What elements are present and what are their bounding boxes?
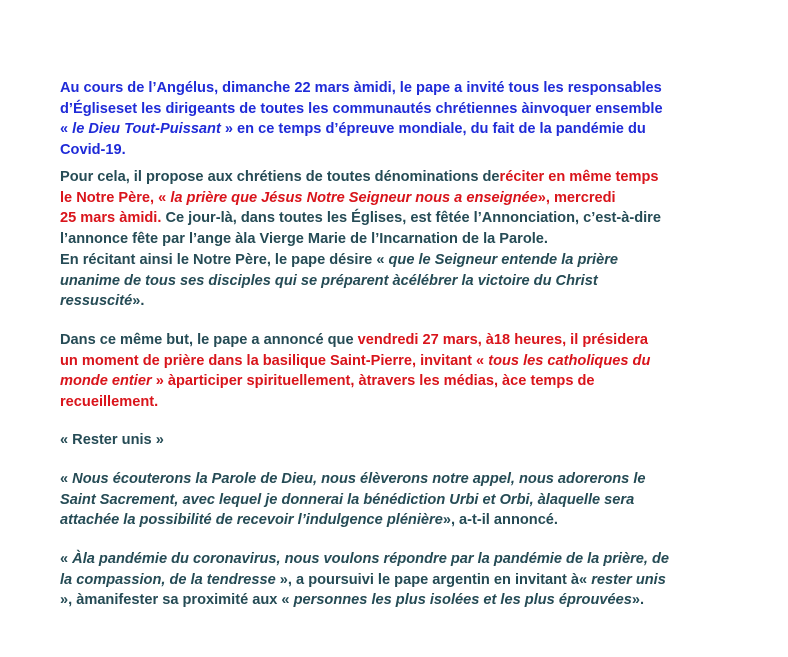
text: Dans ce même but, le pape a annoncé que <box>60 332 358 348</box>
highlight-red: réciter en même temps <box>499 169 659 185</box>
emphasis-priere: la prière que Jésus Notre Seigneur nous a enseignée <box>170 189 538 206</box>
emphasis: tous les catholiques du <box>488 352 651 369</box>
line <box>60 351 740 372</box>
emphasis: Nous écouterons la Parole de Dieu, nous élèverons notre appel, nous adorerons le <box>72 471 646 487</box>
highlight-red: le Notre Père, « <box>60 189 171 206</box>
line <box>60 510 740 531</box>
highlight-red: vendredi 27 mars, à18 heures, il présidera <box>357 332 649 348</box>
quote-open: « <box>60 121 73 137</box>
text: » àparticiper spirituellement, àtravers les médias, àce temps de <box>151 373 595 389</box>
line <box>60 469 740 490</box>
quote-open: « <box>60 551 73 567</box>
paragraph-angelus-intro <box>60 78 740 160</box>
text: », àmanifester sa proximité aux « <box>60 592 294 608</box>
line <box>60 490 740 511</box>
emphasis: que le Seigneur entende la prière <box>388 252 619 268</box>
emphasis: Saint Sacrement, avec lequel je donnerai la bénédiction Urbi et Orbi, àlaquelle sera <box>60 491 635 508</box>
line: Au cours de l’Angélus, dimanche 22 mars àmidi, le pape a invité tous les responsables <box>60 80 662 96</box>
line <box>60 291 740 312</box>
text: Pour cela, il propose aux chrétiens de toutes dénominations de <box>60 169 500 185</box>
paragraph-citation-urbi-orbi <box>60 469 740 531</box>
line <box>60 330 740 351</box>
line <box>60 208 740 229</box>
paragraph-moment-priere <box>60 330 740 412</box>
line: Covid-19. <box>60 141 126 158</box>
paragraph-notre-pere <box>60 167 740 249</box>
subheading-rester-unis <box>60 430 740 451</box>
text: ». <box>631 592 645 608</box>
line <box>60 549 740 570</box>
paragraph-priere-unanime <box>60 250 740 312</box>
emphasis: la compassion, de la tendresse <box>60 571 276 588</box>
line <box>60 167 740 188</box>
highlight-red: », mercredi <box>537 189 616 206</box>
line: « Rester unis » <box>60 432 164 448</box>
emphasis: monde entier <box>60 373 152 389</box>
emphasis: ressuscité <box>60 293 133 309</box>
text: », a-t-il annoncé. <box>442 512 558 528</box>
text: ». <box>132 293 145 309</box>
line: d’Égliseset les dirigeants de toutes les communautés chrétiennes àinvoquer ensemble <box>60 100 663 117</box>
line <box>60 188 740 209</box>
line <box>60 271 740 292</box>
emphasis: personnes les plus isolées et les plus éprouvées <box>293 592 632 608</box>
emphasis: unanime de tous ses disciples qui se préparent àcélébrer la victoire du Christ <box>60 272 598 289</box>
emphasis: Àla pandémie du coronavirus, nous voulons répondre par la pandémie de la prière, de <box>72 551 670 567</box>
paragraph-citation-pandemie <box>60 549 740 611</box>
text: », a poursuivi le pape argentin en invitant à« <box>275 571 592 588</box>
text: » en ce temps d’épreuve mondiale, du fait de la pandémie du <box>220 121 646 137</box>
emphasis-dieu-tout-puissant: le Dieu Tout-Puissant <box>72 121 221 137</box>
highlight-red: 25 mars àmidi. <box>60 210 162 226</box>
quote-open: « <box>60 471 73 487</box>
emphasis: attachée la possibilité de recevoir l’indulgence plénière <box>60 512 443 528</box>
text: En récitant ainsi le Notre Père, le pape désire « <box>60 252 389 268</box>
text: Ce jour-là, dans toutes les Églises, est fêtée l’Annonciation, c’est-à-dire <box>161 210 661 226</box>
text: un moment de prière dans la basilique Saint-Pierre, invitant « <box>60 352 489 369</box>
line: l’annonce fête par l’ange àla Vierge Marie de l’Incarnation de la Parole. <box>60 230 548 247</box>
line <box>60 119 740 140</box>
line <box>60 250 740 271</box>
emphasis: rester unis <box>591 571 666 588</box>
line <box>60 590 740 611</box>
line: recueillement. <box>60 393 159 410</box>
line <box>60 371 740 392</box>
line <box>60 570 740 591</box>
